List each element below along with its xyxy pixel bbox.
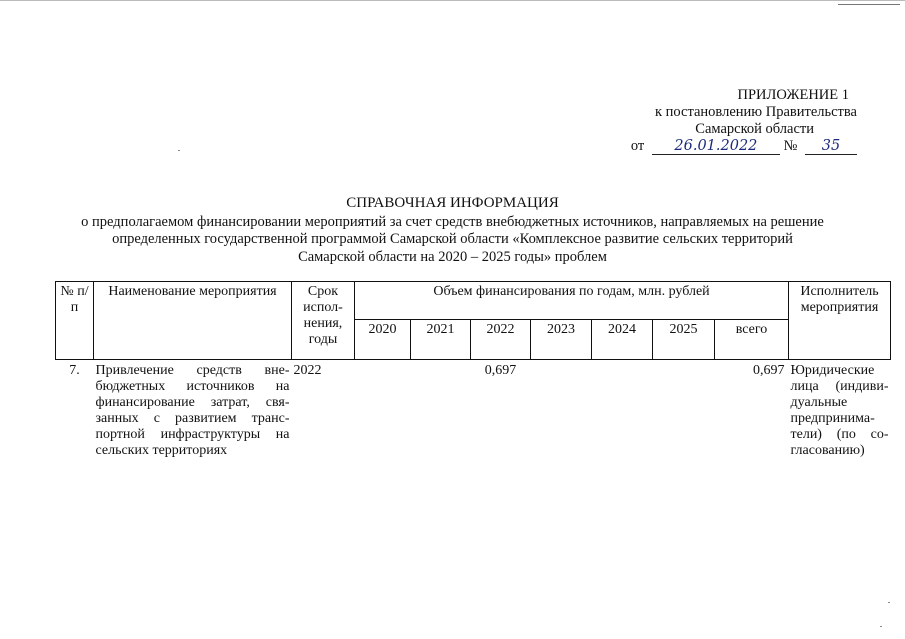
row-2023 xyxy=(531,360,592,460)
decree-number: 35 xyxy=(805,139,857,155)
document-heading: СПРАВОЧНАЯ ИНФОРМАЦИЯ xyxy=(346,195,559,211)
header-funding-group: Объем финансирования по годам, млн. рублей xyxy=(355,282,789,320)
header-year-2023: 2023 xyxy=(531,320,592,360)
title-line-3: Самарской области на 2020 – 2025 годы» проблем xyxy=(298,248,607,265)
header-name: Наименование мероприятия xyxy=(94,282,292,360)
header-year-2022: 2022 xyxy=(471,320,531,360)
scan-corner-mark xyxy=(838,4,900,5)
scan-speck xyxy=(178,150,180,151)
row-total: 0,697 xyxy=(753,363,785,378)
row-number: 7. xyxy=(69,363,80,378)
header-term: Срок испол-нения, годы xyxy=(292,282,355,360)
header-number: № п/п xyxy=(56,282,94,360)
appendix-block xyxy=(631,87,857,155)
scan-speck xyxy=(888,602,890,603)
title-line-2: определенных государственной программой Самарской области «Комплексное развитие сельских территорий xyxy=(112,231,793,247)
row-2021 xyxy=(411,360,471,460)
header-year-2024: 2024 xyxy=(592,320,653,360)
row-2024 xyxy=(592,360,653,460)
title-line-1: о предполагаемом финансировании мероприятий за счет средств внебюджетных источников, направляемых на решение xyxy=(81,213,824,230)
row-2020 xyxy=(355,360,411,460)
decree-line xyxy=(631,138,857,155)
table-row xyxy=(56,360,891,460)
row-name: Привлечение средств вне-бюджетных источников на финансирование затрат, свя-занных с развитием транс-портной инфраструктуры на сельских территориях xyxy=(95,363,290,458)
row-2025 xyxy=(653,360,715,460)
row-2022: 0,697 xyxy=(484,363,517,378)
scan-speck xyxy=(880,626,882,627)
number-label: № xyxy=(783,138,798,154)
header-year-2021: 2021 xyxy=(411,320,471,360)
row-executor: Юридические лица (индиви-дуальные предпринима-тели) (по со-гласованию) xyxy=(790,363,889,458)
from-label: от xyxy=(630,138,645,154)
appendix-line-2: к постановлению Правительства xyxy=(655,104,857,120)
scan-edge-line xyxy=(0,0,905,1)
appendix-line-3: Самарской области xyxy=(695,121,814,137)
decree-date: 26.01.2022 xyxy=(652,139,780,155)
header-year-2020: 2020 xyxy=(355,320,411,360)
appendix-title: ПРИЛОЖЕНИЕ 1 xyxy=(737,87,849,103)
header-year-2025: 2025 xyxy=(653,320,715,360)
funding-table xyxy=(55,281,891,459)
row-term: 2022 xyxy=(293,363,322,378)
header-total: всего xyxy=(715,320,789,360)
document-title-block xyxy=(20,195,885,266)
header-executor: Исполнитель мероприятия xyxy=(789,282,891,360)
